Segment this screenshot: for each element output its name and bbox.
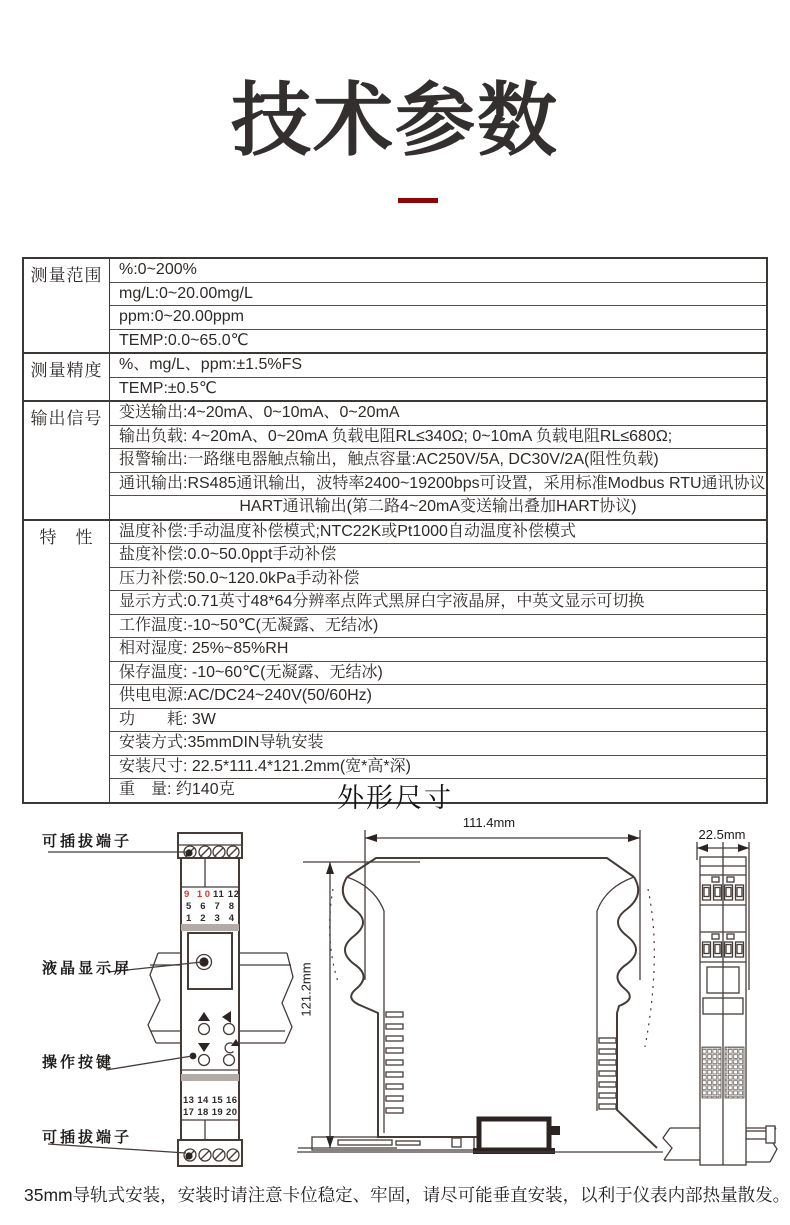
spec-row: 安装方式:35mmDIN导轨安装 [110,731,766,755]
spec-row: 温度补偿:手动温度补偿模式;NTC22K或Pt1000自动温度补偿模式 [119,522,576,540]
spec-row: 盐度补偿:0.0~50.0ppt手动补偿 [110,543,766,567]
dimension-depth-label: 121.2mm [298,962,314,1017]
spec-group-label: 特 性 [24,521,110,802]
dimension-drawings [0,815,790,1177]
spec-row: 保存温度: -10~60℃(无凝露、无结冰) [110,661,766,685]
spec-row: 通讯输出:RS485通讯输出，波特率2400~19200bps可设置，采用标准Modbus RTU通讯协议 [110,472,766,496]
spec-row: 供电电源:AC/DC24~240V(50/60Hz) [110,684,766,708]
leader-dot-top [185,849,192,856]
spec-group-label: 测量范围 [24,259,110,352]
leader-lines [48,852,202,1153]
lcd-screen [188,933,232,989]
spec-group-rows [110,521,766,802]
module-band-top [181,924,239,931]
vent-slots-left [386,1012,403,1113]
terminal-numbers-1-4: 1 2 3 4 [186,913,234,924]
vent-slots-right [599,1038,616,1109]
spec-table [22,257,768,804]
spec-group-label: 输出信号 [24,402,110,519]
spec-row: %、mg/L、ppm:±1.5%FS [119,356,303,373]
spec-row: HART通讯输出(第二路4~20mA变送输出叠加HART协议) [110,495,766,519]
dimension-width-label: 111.4mm [462,815,516,830]
spec-row: ppm:0~20.00ppm [110,305,766,329]
side-view-drawing [297,830,663,1154]
terminal-numbers-17-20: 17 18 19 20 [183,1107,237,1118]
footer-note: 35mm导轨式安装，安装时请注意卡位稳定、牢固，请尽可能垂直安装，以利于仪表内部热量散发。 [24,1185,790,1205]
spec-row: 输出负载: 4~20mA、0~20mA 负载电阻RL≤340Ω; 0~10mA 负载电阻RL≤680Ω; [110,425,766,449]
spec-group [24,400,766,519]
spec-row: 显示方式:0.71英寸48*64分辨率点阵式黑屏白字液晶屏，中英文显示可切换 [110,590,766,614]
spec-group [24,352,766,400]
spec-row: 工作温度:-10~50℃(无凝露、无结冰) [110,614,766,638]
spec-row: 安装尺寸: 22.5*111.4*121.2mm(宽*高*深) [110,755,766,779]
spec-row: 变送输出:4~20mA、0~10mA、0~20mA [119,404,400,421]
spec-row: 压力补偿:50.0~120.0kPa手动补偿 [110,567,766,591]
label-lcd-display: 液晶显示屏 [42,960,133,977]
page-title: 技术参数 [231,76,559,165]
spec-row: 功 耗: 3W [110,708,766,732]
terminal-numbers-bottom [183,1095,237,1118]
spec-row: 报警输出:一路继电器触点输出，触点容量:AC250V/5A, DC30V/2A(阻性负载) [110,448,766,472]
spec-group [24,259,766,352]
terminal-numbers-11-12: 11 12 [213,889,239,900]
end-view-drawing [663,842,777,1165]
terminal-numbers-5-8: 5 6 7 8 [186,901,234,912]
bottom-terminal-block [178,1140,242,1166]
leader-dot-bottom [185,1152,192,1159]
spec-group [24,519,766,802]
top-terminal-block [178,833,242,858]
spec-row: %:0~200% [119,261,197,278]
label-pluggable-terminal-bottom: 可插拔端子 [42,1129,133,1146]
spec-row: 重 量: 约140克 [110,778,766,802]
spec-row: 相对湿度: 25%~85%RH [110,637,766,661]
label-operation-buttons: 操作按键 [42,1054,115,1071]
terminal-numbers-9-10: 9 10 [184,889,210,900]
dimension-drawings-svg [0,815,790,1177]
width-dimension [365,830,640,980]
spec-row: TEMP:±0.5℃ [110,377,766,401]
module-band-bottom [181,1074,239,1081]
spec-group-rows [110,354,766,400]
terminal-numbers-13-16: 13 14 15 16 [183,1095,237,1106]
title-accent-dash [398,198,438,203]
spec-row: mg/L:0~20.00mg/L [110,282,766,306]
spec-group-rows [110,259,766,352]
spec-group-label: 测量精度 [24,354,110,400]
label-pluggable-terminal-top: 可插拔端子 [42,833,133,850]
spec-row: TEMP:0.0~65.0℃ [110,329,766,353]
dimension-front-width-label: 22.5mm [698,827,746,842]
spec-group-rows [110,402,766,519]
front-view-drawing [48,833,293,1166]
section-heading: 外形尺寸 [337,783,453,813]
din-clip [312,1119,560,1154]
